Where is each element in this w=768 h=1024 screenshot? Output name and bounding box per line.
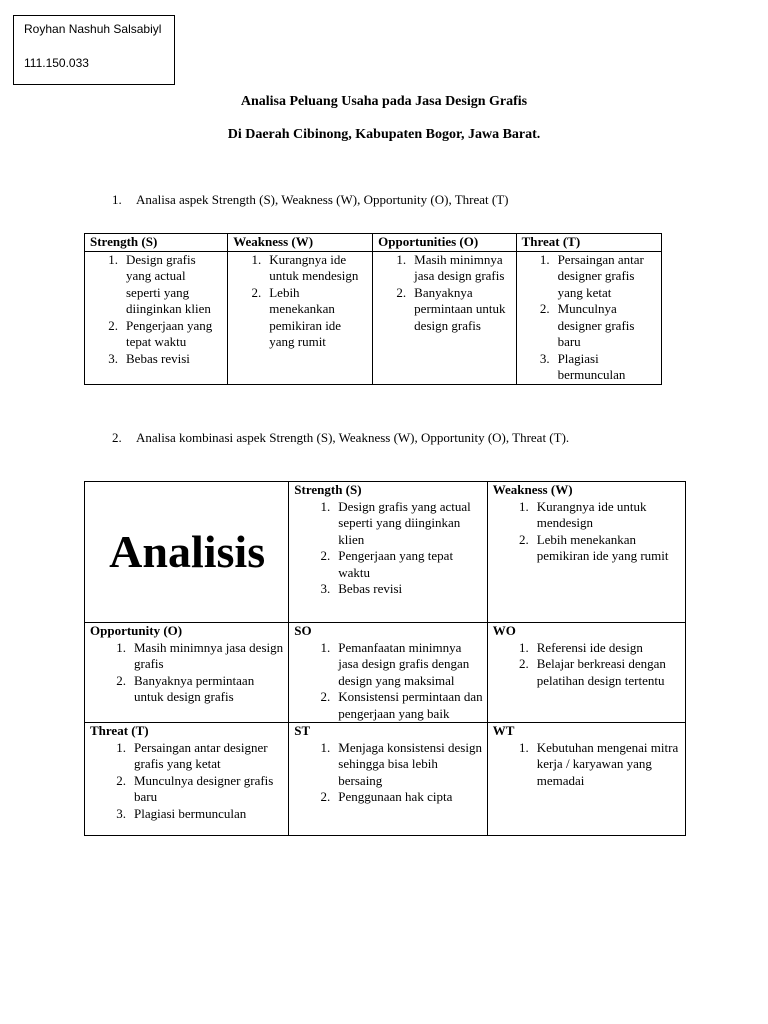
- list-item-text: Masih minimnya jasa design grafis: [414, 251, 505, 283]
- list-item-number: 1.: [108, 251, 118, 267]
- matrix-wo-label: WO: [492, 623, 516, 638]
- list-item-text: Konsistensi permintaan dan pengerjaan yang baik: [338, 689, 483, 721]
- section-2-number: 2.: [112, 430, 122, 445]
- document-title: Analisa Peluang Usaha pada Jasa Design Grafis: [240, 94, 528, 109]
- list-item-number: 1.: [116, 739, 126, 755]
- swot-cell-threat: [516, 251, 661, 384]
- list-item-number: 2.: [518, 531, 529, 547]
- list-item: [90, 806, 284, 823]
- section-2-text: Analisa kombinasi aspek Strength (S), Weakness (W), Opportunity (O), Threat (T).: [136, 430, 570, 445]
- matrix-st-cell: [289, 723, 487, 836]
- list-item: [90, 252, 223, 318]
- list-item-text: Masih minimnya jasa design grafis: [134, 639, 284, 671]
- list-item-number: 3.: [116, 805, 126, 821]
- list-item: [493, 656, 681, 689]
- list-item: [90, 673, 284, 706]
- list-item: [90, 318, 223, 351]
- section-1-text: Analisa aspek Strength (S), Weakness (W), Opportunity (O), Threat (T): [136, 192, 509, 207]
- author-box: [13, 15, 175, 85]
- list-item-number: 3.: [108, 350, 118, 366]
- matrix-strength-label: Strength (S): [294, 482, 362, 497]
- list-item: [522, 301, 657, 351]
- list-item-number: 1.: [396, 251, 407, 267]
- list-item-text: Referensi ide design: [536, 639, 643, 655]
- matrix-weakness-cell: [487, 482, 685, 623]
- swot-matrix: [84, 481, 686, 836]
- swot-cell-opportunities: [373, 251, 516, 384]
- list-item-text: Kurangnya ide untuk mendesign: [536, 498, 647, 530]
- list-item-text: Persaingan antar designer grafis yang ketat: [557, 251, 644, 300]
- list-item: [493, 499, 681, 532]
- list-item: [90, 740, 284, 773]
- document-subtitle: Di Daerah Cibinong, Kabupaten Bogor, Jawa Barat.: [227, 127, 541, 142]
- list-item-text: Munculnya designer grafis baru: [134, 772, 274, 804]
- swot-header-threat: Threat (T): [516, 234, 661, 252]
- list-item: [493, 532, 681, 565]
- list-item-text: Belajar berkreasi dengan pelatihan design tertentu: [536, 656, 666, 688]
- list-item-number: 2.: [320, 689, 331, 704]
- list-item-number: 1.: [518, 739, 529, 755]
- matrix-strength-cell: [289, 482, 487, 623]
- swot-header-opportunities: Opportunities (O): [373, 234, 516, 252]
- list-item: [233, 252, 368, 285]
- list-item-text: Banyaknya permintaan untuk design grafis: [414, 284, 506, 333]
- list-item-number: 3.: [539, 350, 550, 366]
- list-item-number: 2.: [116, 772, 126, 788]
- list-item-text: Menjaga konsistensi design sehingga bisa lebih bersaing: [338, 739, 482, 788]
- matrix-wo-cell: [487, 623, 685, 723]
- matrix-weakness-label: Weakness (W): [492, 482, 573, 497]
- matrix-opportunity-label: Opportunity (O): [90, 623, 183, 638]
- matrix-so-label: SO: [294, 623, 312, 638]
- swot-cell-strength: [85, 251, 228, 384]
- list-item-text: Banyaknya permintaan untuk design grafis: [134, 672, 255, 704]
- swot-table: [84, 233, 662, 385]
- list-item-number: 1.: [320, 739, 331, 755]
- list-item-text: Pengerjaan yang tepat waktu: [126, 317, 213, 349]
- section-1-heading: [112, 192, 509, 208]
- list-item: [294, 499, 482, 549]
- list-item-number: 1.: [539, 251, 550, 267]
- author-id: 111.150.033: [24, 56, 89, 70]
- list-item-number: 1.: [518, 639, 529, 655]
- list-item: [378, 252, 511, 285]
- list-item-text: Design grafis yang actual seperti yang diinginkan klien: [338, 498, 471, 547]
- author-name: Royhan Nashuh Salsabiyl: [24, 22, 162, 36]
- list-item-text: Bebas revisi: [126, 350, 190, 366]
- matrix-st-label: ST: [294, 723, 311, 738]
- matrix-wt-label: WT: [492, 723, 515, 738]
- list-item-text: Kebutuhan mengenai mitra kerja / karyawan yang memadai: [536, 739, 679, 788]
- list-item-text: Munculnya designer grafis baru: [557, 301, 635, 349]
- list-item-number: 2.: [251, 284, 262, 300]
- matrix-wt-cell: [487, 723, 685, 836]
- matrix-so-cell: [289, 623, 487, 723]
- list-item-number: 1.: [518, 498, 529, 514]
- list-item: [294, 740, 482, 790]
- section-1-number: 1.: [112, 192, 122, 207]
- list-item-number: 2.: [108, 317, 118, 333]
- section-2-heading: [112, 430, 569, 446]
- list-item: [522, 351, 657, 384]
- list-item: [90, 640, 284, 673]
- list-item: [294, 548, 482, 581]
- list-item-number: 1.: [320, 639, 331, 655]
- list-item-text: Design grafis yang actual seperti yang diinginkan klien: [126, 251, 211, 316]
- list-item: [294, 581, 482, 598]
- list-item-text: Lebih menekankan pemikiran ide yang rumit: [536, 531, 669, 563]
- list-item-text: Plagiasi bermunculan: [557, 350, 626, 382]
- list-item: [294, 789, 482, 806]
- list-item-number: 2.: [396, 284, 407, 300]
- swot-header-strength: Strength (S): [85, 234, 228, 252]
- matrix-threat-cell: [85, 723, 289, 836]
- list-item-text: Lebih menekankan pemikiran ide yang rumit: [269, 284, 342, 349]
- list-item: [294, 689, 482, 722]
- list-item: [90, 351, 223, 368]
- list-item: [493, 740, 681, 790]
- list-item-number: 2.: [320, 789, 331, 804]
- list-item-text: Persaingan antar designer grafis yang ketat: [134, 739, 268, 771]
- list-item-number: 1.: [251, 251, 262, 267]
- list-item-number: 1.: [116, 639, 126, 655]
- swot-cell-weakness: [228, 251, 373, 384]
- matrix-opportunity-cell: [85, 623, 289, 723]
- list-item-number: 2.: [320, 548, 331, 563]
- list-item: [233, 285, 368, 351]
- matrix-corner-title: Analisis: [85, 482, 289, 623]
- list-item-number: 2.: [518, 656, 529, 671]
- list-item: [90, 773, 284, 806]
- list-item: [378, 285, 511, 335]
- list-item-text: Plagiasi bermunculan: [134, 805, 247, 821]
- swot-header-weakness: Weakness (W): [228, 234, 373, 252]
- list-item-text: Pengerjaan yang tepat waktu: [338, 548, 454, 580]
- list-item: [294, 640, 482, 690]
- list-item-text: Kurangnya ide untuk mendesign: [269, 251, 359, 283]
- list-item-number: 2.: [539, 301, 550, 316]
- list-item-text: Bebas revisi: [338, 581, 403, 596]
- list-item: [522, 252, 657, 302]
- matrix-threat-label: Threat (T): [90, 723, 149, 738]
- list-item-number: 2.: [116, 672, 126, 688]
- list-item-text: Pemanfaatan minimnya jasa design grafis dengan design yang maksimal: [338, 639, 470, 688]
- list-item: [493, 640, 681, 657]
- list-item-number: 3.: [320, 581, 331, 596]
- list-item-number: 1.: [320, 498, 331, 514]
- list-item-text: Penggunaan hak cipta: [338, 789, 453, 804]
